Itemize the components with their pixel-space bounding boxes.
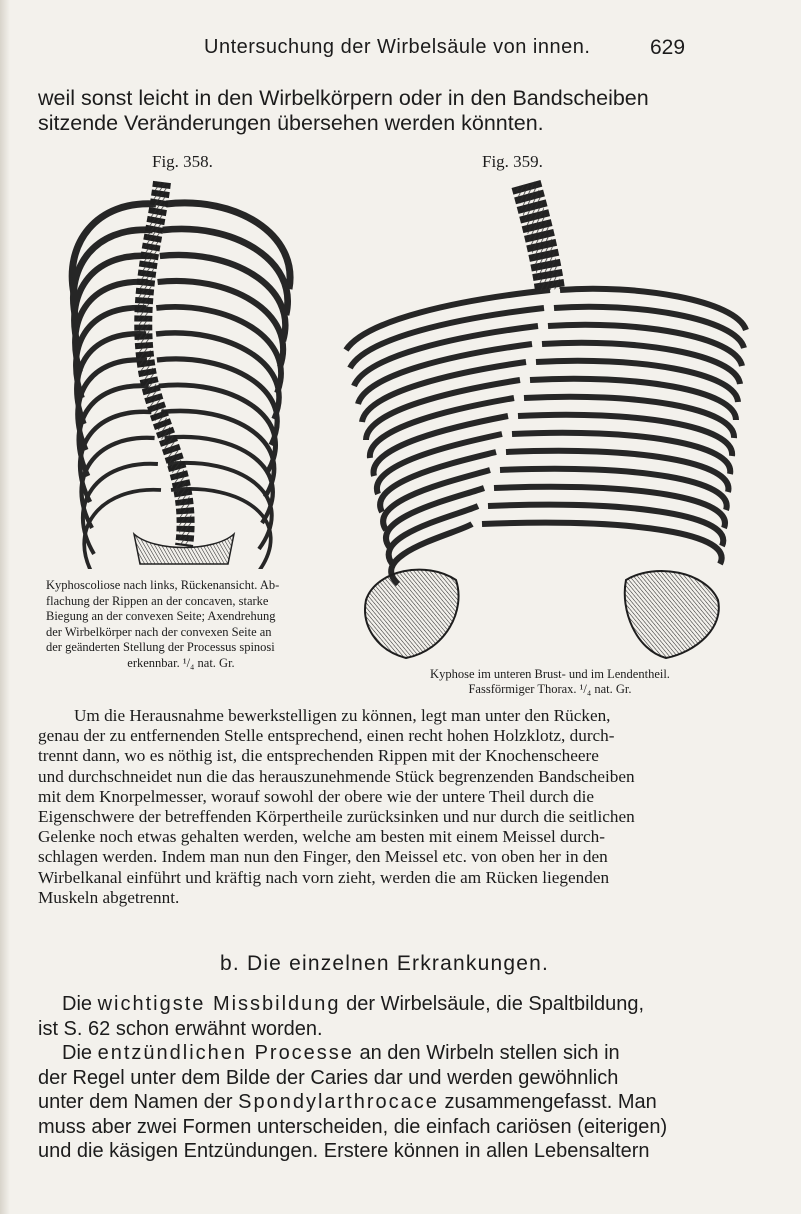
- text-line: Um die Herausnahme bewerkstelligen zu können, legt man unter den Rücken,: [74, 706, 611, 725]
- rib-right: [160, 255, 286, 341]
- closing-paragraphs: [38, 992, 770, 1164]
- text-line: und die käsigen Entzündungen. Erstere können in allen Lebensaltern: [38, 1140, 650, 1162]
- section-heading: b. Die einzelnen Erkrankungen.: [220, 952, 550, 975]
- body-paragraph: [38, 706, 770, 908]
- figure-359-label: Fig. 359.: [482, 152, 543, 171]
- text-line: ist S. 62 schon erwähnt worden.: [38, 1017, 323, 1040]
- caption-line: Kyphoscoliose nach links, Rückenansicht. Ab-: [46, 578, 280, 592]
- right-iliac-bone: [625, 571, 719, 658]
- rib-cage: [346, 289, 746, 584]
- text-line: genau der zu entfernenden Stelle entsprechend, einen recht hohen Holzklotz, durch-: [38, 726, 615, 746]
- text-line: sitzende Veränderungen übersehen werden könnten.: [38, 111, 544, 135]
- emphasis-spaced: Spondylarthrocace: [238, 1091, 439, 1113]
- caption-line: Kyphose im unteren Brust- und im Lendentheil.: [430, 667, 670, 681]
- caption-line: Biegung an der convexen Seite; Axendrehung: [46, 609, 276, 623]
- text-line: trennt dann, wo es nöthig ist, die entsprechenden Rippen mit der Knochenscheere: [38, 746, 599, 766]
- rib-right: [163, 229, 288, 315]
- figure-359-illustration: [336, 180, 756, 662]
- text-run: Die: [62, 993, 98, 1015]
- caption-line: der geänderten Stellung der Processus spinosi: [46, 640, 275, 654]
- text-line: mit dem Knorpelmesser, worauf sowohl der obere wie der untere Theil durch die: [38, 786, 594, 806]
- figure-358-caption: [46, 578, 316, 671]
- text-line: und durchschneidet nun die das herauszunehmende Stück begrenzenden Bandscheiben: [38, 766, 635, 786]
- text-line: muss aber zwei Formen unterscheiden, die einfach cariösen (eiterigen): [38, 1115, 668, 1138]
- text-line: schlagen werden. Indem man nun den Finger, den Meissel etc. von oben her in den: [38, 847, 608, 867]
- rib-right: [166, 203, 290, 289]
- rib-right: [156, 307, 281, 393]
- caption-line: flachung der Rippen an der concaven, starke: [46, 593, 269, 608]
- left-iliac-bone: [365, 570, 458, 658]
- text-run: Die: [62, 1042, 98, 1064]
- rib-right: [156, 333, 279, 419]
- figure-358-illustration: [44, 174, 316, 569]
- caption-line: erkennbar. ¹/₄ nat. Gr.: [127, 655, 235, 670]
- rib-right: [482, 523, 722, 564]
- rib-left: [83, 464, 158, 554]
- text-line: [38, 1041, 770, 1066]
- emphasis-spaced: wichtigste Missbildung: [97, 993, 341, 1015]
- page-edge-shadow: [0, 0, 10, 1214]
- caption-line: der Wirbelkörper nach der convexen Seite an: [46, 624, 272, 639]
- rib-right: [157, 359, 277, 445]
- running-head: [0, 36, 801, 66]
- figure-358-label: Fig. 358.: [152, 152, 213, 171]
- text-line: Gelenke noch etwas gehalten werden, welche am besten mit einem Meissel durch-: [38, 827, 605, 847]
- text-line: weil sonst leicht in den Wirbelkörpern oder in den Bandscheiben: [38, 86, 649, 110]
- text-line: [38, 992, 770, 1017]
- text-line: Eigenschwere der betreffenden Körpertheile zurücksinken und nur durch die seitlichen: [38, 807, 635, 827]
- text-line: Muskeln abgetrennt.: [38, 887, 180, 907]
- text-run: zusammengefasst. Man: [438, 1091, 657, 1113]
- text-line: Wirbelkanal einführt und kräftig nach vorn zieht, werden die am Rücken liegenden: [38, 867, 610, 887]
- figure-359-caption: [390, 667, 710, 697]
- rib-right: [158, 281, 284, 367]
- running-title: Untersuchung der Wirbelsäule von innen.: [204, 36, 591, 58]
- page-number: 629: [650, 36, 686, 59]
- text-line: der Regel unter dem Bilde der Caries dar und werden gewöhnlich: [38, 1066, 619, 1089]
- text-run: der Wirbelsäule, die Spaltbildung,: [340, 993, 645, 1015]
- text-line: [38, 1090, 770, 1115]
- intro-paragraph: [38, 86, 768, 136]
- caption-line: Fassförmiger Thorax. ¹/₄ nat. Gr.: [468, 682, 632, 696]
- text-run: an den Wirbeln stellen sich in: [353, 1042, 620, 1064]
- text-run: unter dem Namen der: [38, 1091, 239, 1113]
- emphasis-spaced: entzündlichen Processe: [97, 1042, 354, 1064]
